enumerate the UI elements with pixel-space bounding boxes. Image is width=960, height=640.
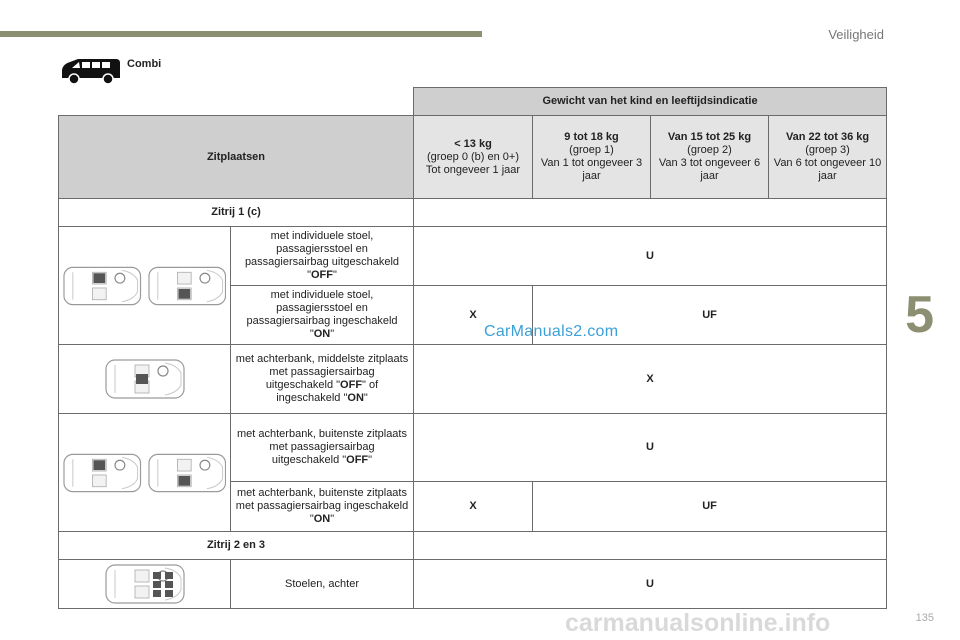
suitability-value: U [414,227,887,286]
col-header-3: Van 15 tot 25 kg (groep 2) Van 3 tot ongeveer 6 jaar [651,116,769,199]
row-group-label: Zitrij 1 (c) [59,199,414,227]
suitability-value: U [414,560,887,609]
page-number: 135 [915,612,934,624]
section-title: Veiligheid [828,27,884,42]
seat-description: met individuele stoel, passagiersstoel en passagiersairbag ingeschakeld "ON" [231,286,414,345]
car-seat-diagram-icon [105,359,185,399]
footer-watermark: carmanualsonline.info [565,609,831,637]
seat-description: met individuele stoel, passagiersstoel en passagiersairbag uitgeschakeld "OFF" [231,227,414,286]
chapter-number: 5 [905,286,934,344]
seats-header: Zitplaatsen [59,116,414,199]
car-seat-diagram-icon [63,266,142,306]
watermark: CarManuals2.com [484,323,619,340]
car-diagram-cell [59,227,231,345]
car-diagram-cell [59,345,231,414]
car-diagram-cell [59,414,231,532]
seat-description: met achterbank, buitenste zitplaats met passagiersairbag uitgeschakeld "OFF" [231,414,414,482]
suitability-value: U [414,414,887,482]
seat-description: met achterbank, middelste zitplaats met passagiersairbag uitgeschakeld "OFF" of ingeschakeld "ON" [231,345,414,414]
car-seat-diagram-icon [148,453,227,493]
suitability-value: UF [533,286,887,345]
col-header-4: Van 22 tot 36 kg (groep 3) Van 6 tot ongeveer 10 jaar [769,116,887,199]
seat-description: Stoelen, achter [231,560,414,609]
car-seat-diagram-icon [105,564,185,604]
car-diagram-cell [59,560,231,609]
group-header: Gewicht van het kind en leeftijdsindicatie [414,88,887,116]
suitability-value: X [414,345,887,414]
seat-description: met achterbank, buitenste zitplaats met passagiersairbag ingeschakeld "ON" [231,482,414,532]
van-icon [60,56,122,86]
col-header-2: 9 tot 18 kg (groep 1) Van 1 tot ongeveer 3 jaar [533,116,651,199]
suitability-value: X [414,482,533,532]
top-accent-bar [0,31,482,37]
col-header-1: < 13 kg (groep 0 (b) en 0+) Tot ongeveer 1 jaar [414,116,533,199]
row-group-label: Zitrij 2 en 3 [59,532,414,560]
child-seat-table [58,87,887,609]
car-seat-diagram-icon [148,266,227,306]
suitability-value: UF [533,482,887,532]
car-seat-diagram-icon [63,453,142,493]
vehicle-label: Combi [127,58,162,70]
suitability-value: X [414,286,533,345]
